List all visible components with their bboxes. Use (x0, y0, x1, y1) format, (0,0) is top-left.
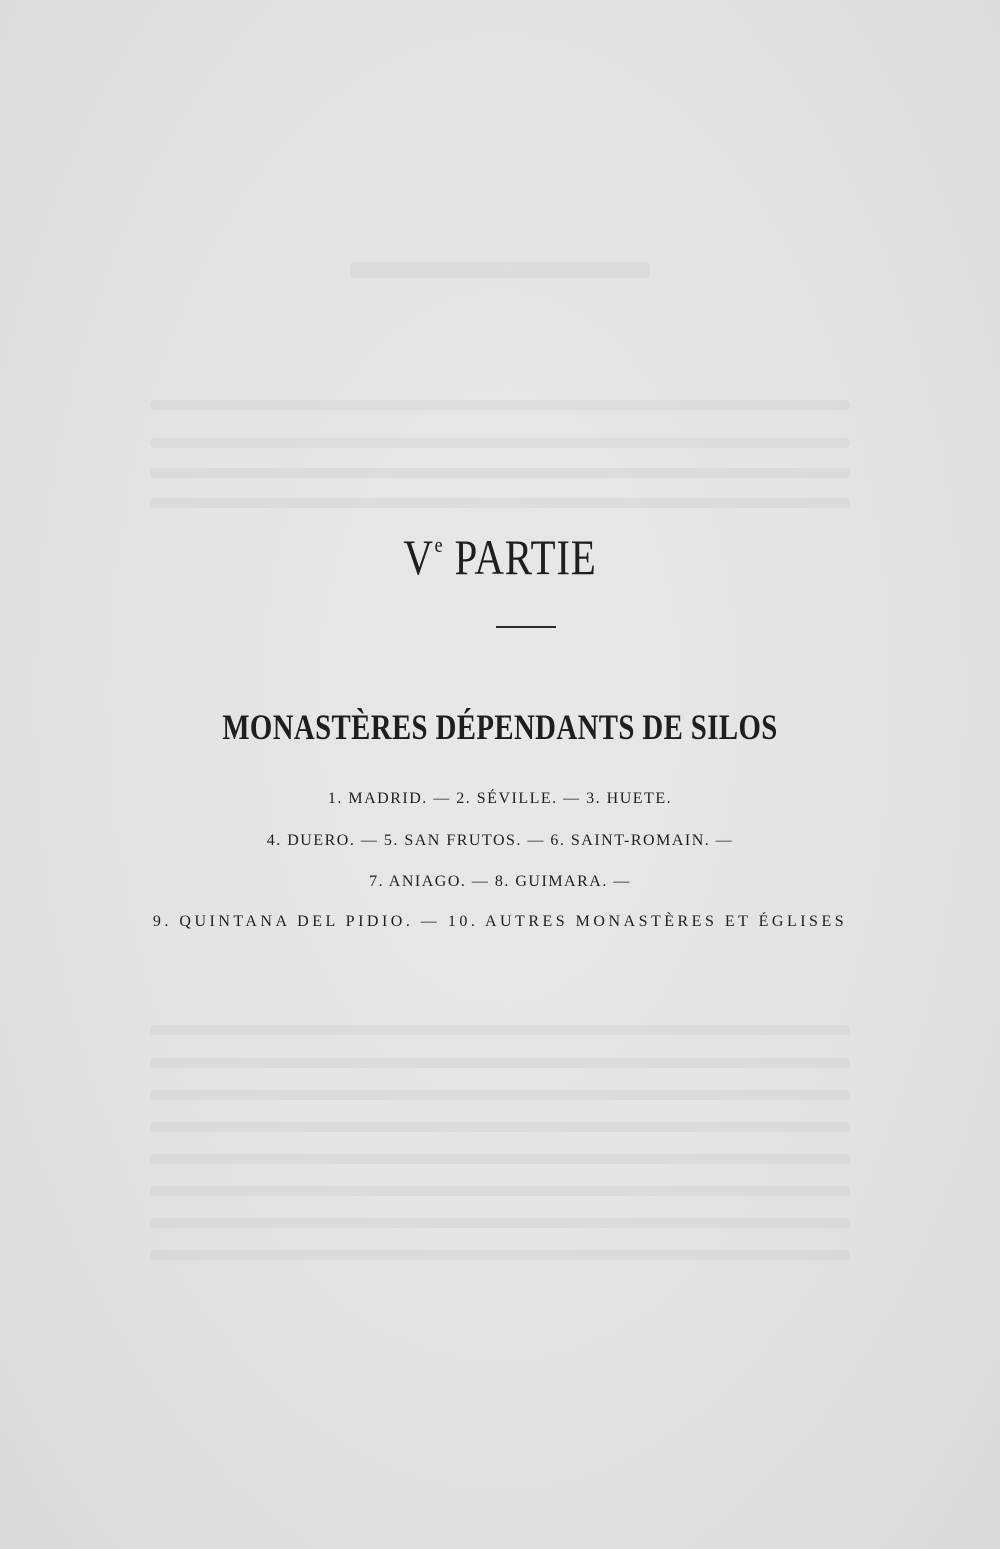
part-title (90, 528, 910, 586)
bleed-through (150, 1154, 850, 1164)
part-numeral: V (403, 529, 434, 585)
bleed-through (150, 1186, 850, 1196)
bleed-through (150, 468, 850, 478)
part-superscript: e (434, 532, 444, 557)
bleed-through (150, 1218, 850, 1228)
contents-line-4: 9. QUINTANA DEL PIDIO. — 10. AUTRES MONASTÈRES ET ÉGLISES (152, 913, 848, 930)
bleed-through (150, 438, 850, 448)
bleed-through (150, 400, 850, 410)
bleed-through (350, 262, 650, 278)
bleed-through (150, 498, 850, 508)
contents-line-1: 1. MADRID. — 2. SÉVILLE. — 3. HUETE. (327, 790, 673, 807)
bleed-through (150, 1058, 850, 1068)
title-divider (496, 626, 556, 628)
bleed-through (150, 1122, 850, 1132)
contents-line-3: 7. ANIAGO. — 8. GUIMARA. — (369, 873, 631, 890)
part-word: PARTIE (454, 529, 597, 585)
bleed-through (150, 1025, 850, 1035)
contents-line-2: 4. DUERO. — 5. SAN FRUTOS. — 6. SAINT-ROMAIN. — (266, 832, 734, 849)
bleed-through (150, 1090, 850, 1100)
bleed-through (150, 1250, 850, 1260)
section-title: MONASTÈRES DÉPENDANTS DE SILOS (222, 707, 778, 747)
